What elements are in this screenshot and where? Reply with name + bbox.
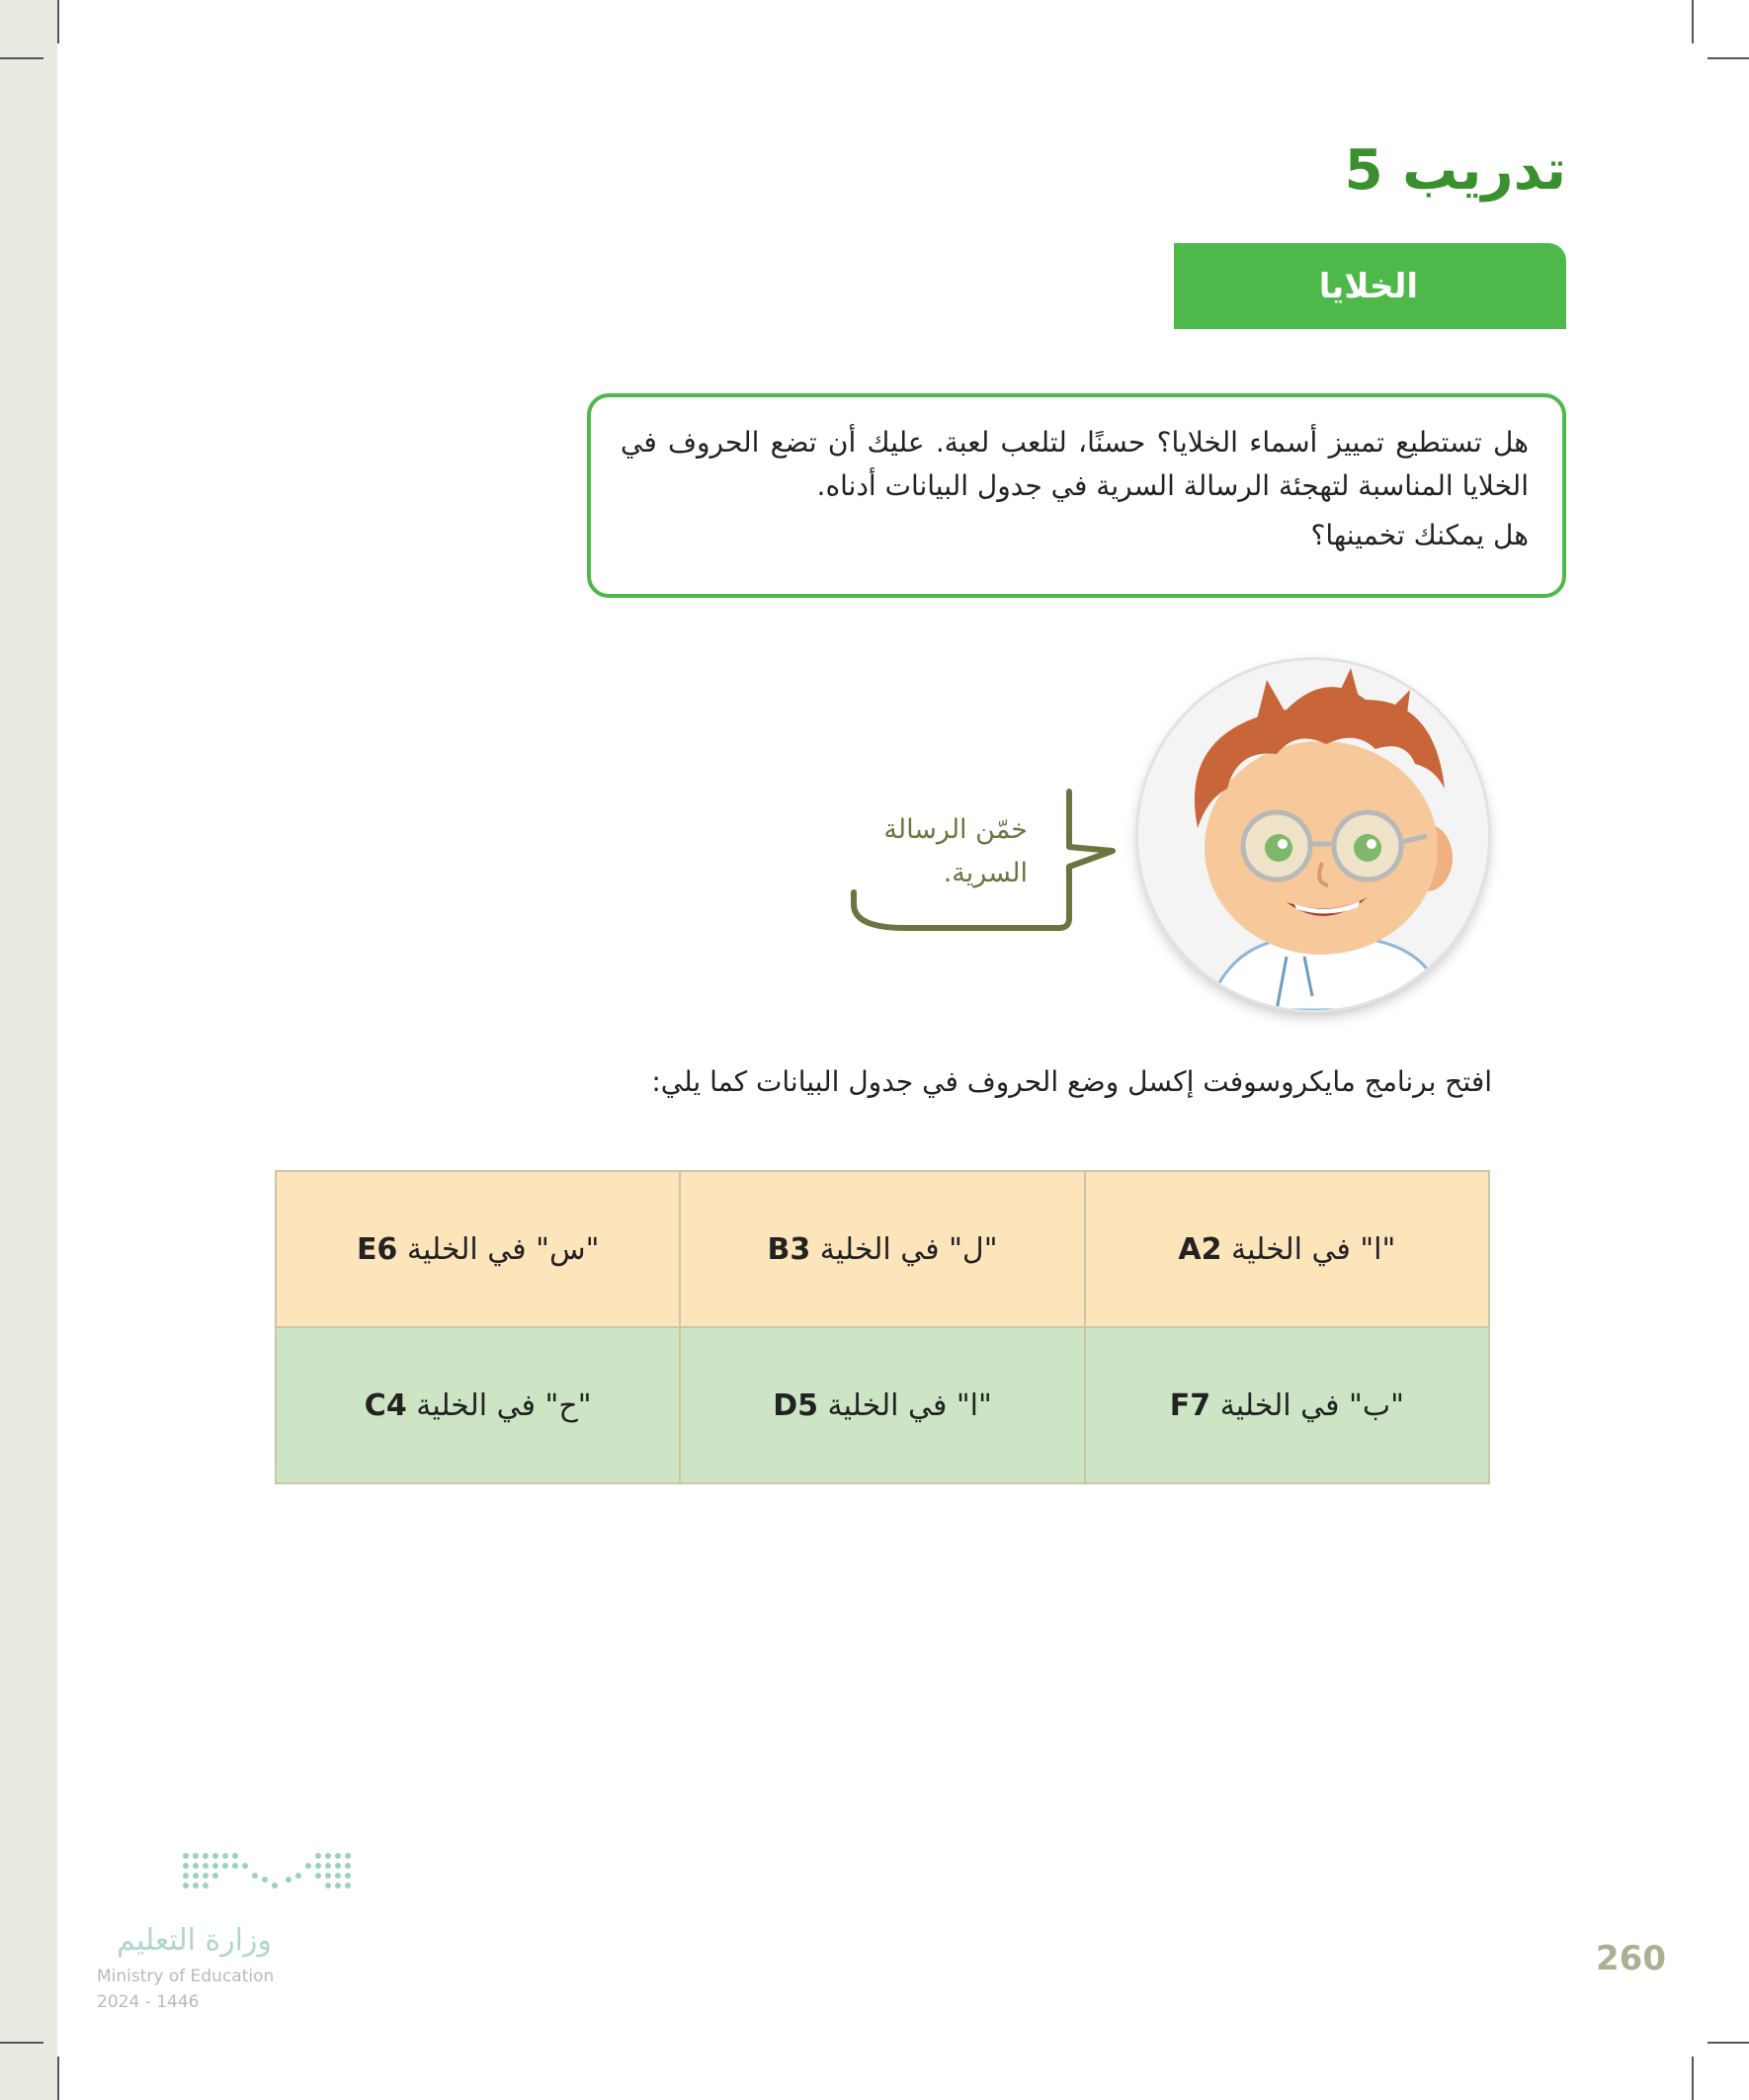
crop-mark — [0, 2042, 43, 2044]
crop-mark — [1707, 2042, 1749, 2044]
page-margin-strip — [0, 0, 57, 2100]
cell-text: "ا" في الخلية — [1231, 1231, 1396, 1267]
crop-mark — [0, 57, 43, 59]
cell-text: "ا" في الخلية — [827, 1387, 992, 1423]
table-row — [276, 1171, 1489, 1327]
speech-line-2: السرية. — [943, 858, 1028, 888]
table-cell — [276, 1327, 680, 1483]
intro-paragraph: هل تستطيع تمييز أسماء الخلايا؟ حسنًا، لتلعب لعبة. عليك أن تضع الحروف في الخلايا المناسبة لتهجئة الرسالة السرية في جدول البيانات أدناه. — [621, 426, 1529, 502]
cell-reference: B3 — [767, 1231, 811, 1267]
page-title: تدريب 5 — [1344, 138, 1566, 203]
crop-mark — [57, 0, 59, 43]
cell-reference: C4 — [364, 1387, 407, 1423]
edition-year: 2024 - 1446 — [97, 1992, 200, 2012]
cell-reference: A2 — [1178, 1231, 1222, 1267]
ministry-name-en: Ministry of Education — [97, 1967, 275, 1986]
table-row — [276, 1327, 1489, 1483]
cell-text: "ل" في الخلية — [819, 1231, 998, 1267]
table-cell — [680, 1171, 1084, 1327]
table-cell — [680, 1327, 1084, 1483]
page-number: 260 — [1596, 1939, 1666, 1978]
cell-letters-table — [275, 1170, 1490, 1484]
crop-mark — [1707, 57, 1749, 59]
instruction-text: افتح برنامج مايكروسوفت إكسل وضع الحروف في جدول البيانات كما يلي: — [651, 1065, 1492, 1098]
speech-line-1: خمّن الرسالة — [883, 814, 1028, 845]
boy-character-illustration — [1138, 660, 1488, 1010]
cell-reference: F7 — [1169, 1387, 1211, 1423]
cell-text: "س" في الخلية — [406, 1231, 600, 1267]
crop-mark — [1692, 0, 1694, 43]
crop-mark — [57, 2057, 59, 2100]
character-avatar — [1138, 660, 1488, 1010]
crop-mark — [1692, 2057, 1694, 2100]
cell-text: "ب" في الخلية — [1219, 1387, 1404, 1423]
speech-bubble-text — [850, 808, 1028, 895]
table-cell — [1085, 1327, 1489, 1483]
cell-reference: E6 — [356, 1231, 398, 1267]
cell-reference: D5 — [773, 1387, 818, 1423]
table-cell — [1085, 1171, 1489, 1327]
section-label: الخلايا — [1318, 266, 1418, 306]
ministry-logo — [93, 1850, 370, 2018]
cell-text: "ح" في الخلية — [416, 1387, 592, 1423]
table-cell — [276, 1171, 680, 1327]
ministry-logo-dots — [180, 1850, 358, 1909]
ministry-name-ar: وزارة التعليم — [116, 1923, 272, 1958]
section-banner — [1174, 243, 1566, 329]
intro-box — [587, 393, 1566, 598]
intro-question: هل يمكنك تخمينها؟ — [1310, 519, 1529, 551]
